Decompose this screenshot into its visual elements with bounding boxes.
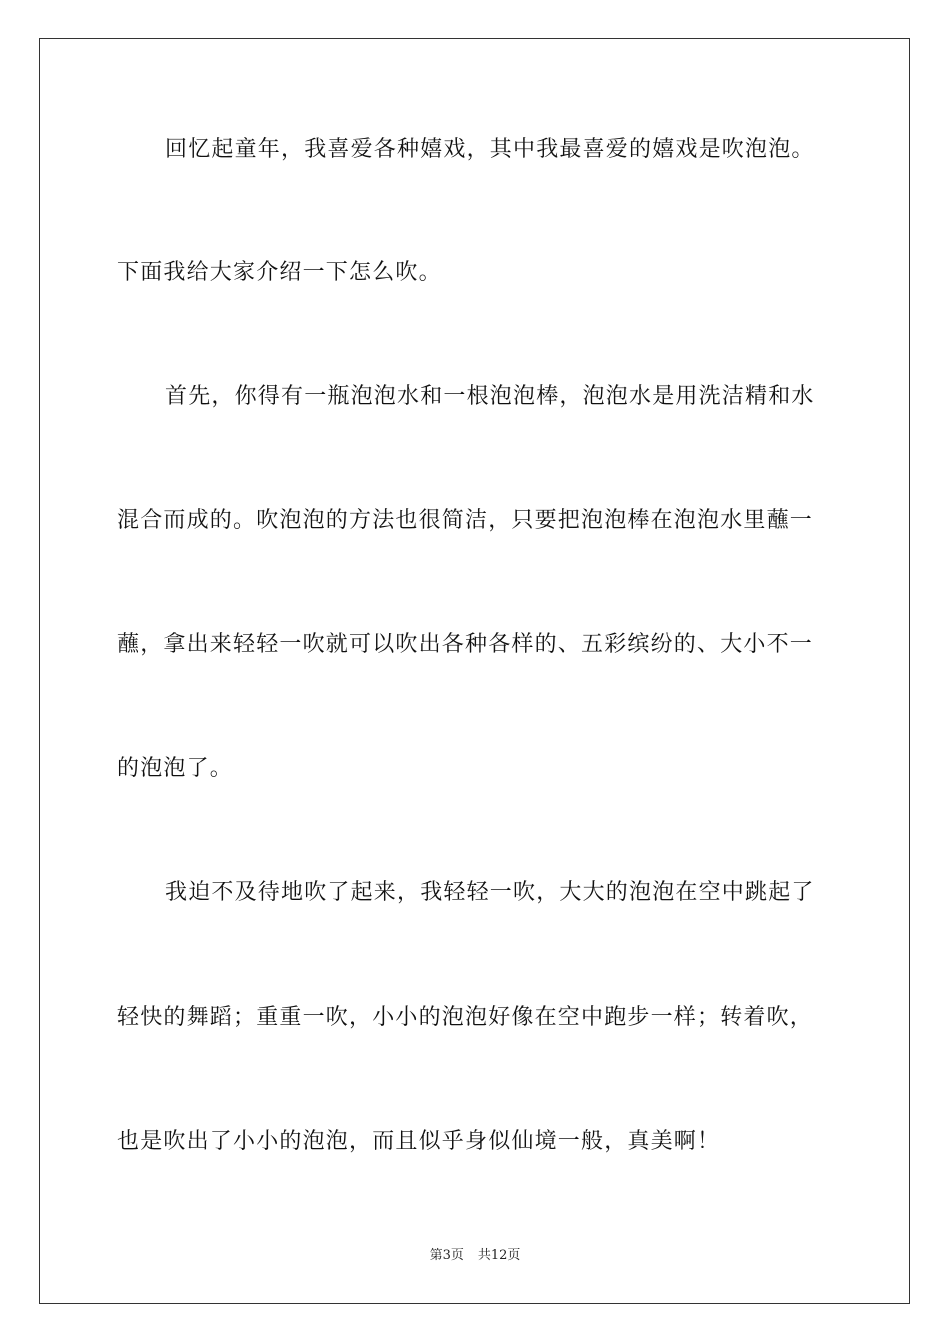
paragraph-1-line-2: 下面我给大家介绍一下怎么吹。 xyxy=(117,260,442,285)
paragraph-2-line-3: 蘸，拿出来轻轻一吹就可以吹出各种各样的、五彩缤纷的、大小不一 xyxy=(117,632,814,657)
page-number: 第3页 xyxy=(429,1248,464,1263)
paragraph-3-line-2: 轻快的舞蹈；重重一吹，小小的泡泡好像在空中跑步一样；转着吹， xyxy=(117,1005,814,1030)
paragraph-3-line-1: 我迫不及待地吹了起来，我轻轻一吹，大大的泡泡在空中跳起了 xyxy=(165,880,815,905)
page-footer xyxy=(0,1248,950,1264)
paragraph-2-line-2: 混合而成的。吹泡泡的方法也很简洁，只要把泡泡棒在泡泡水里蘸一 xyxy=(117,508,814,533)
paragraph-2-line-1: 首先，你得有一瓶泡泡水和一根泡泡棒，泡泡水是用洗洁精和水 xyxy=(165,384,815,409)
page-border xyxy=(39,38,910,1304)
paragraph-3-line-3: 也是吹出了小小的泡泡，而且似乎身似仙境一般，真美啊！ xyxy=(117,1129,721,1154)
paragraph-2-line-4: 的泡泡了。 xyxy=(117,756,234,781)
page-total: 共12页 xyxy=(477,1248,521,1263)
paragraph-1-line-1: 回忆起童年，我喜爱各种嬉戏，其中我最喜爱的嬉戏是吹泡泡。 xyxy=(165,137,815,162)
